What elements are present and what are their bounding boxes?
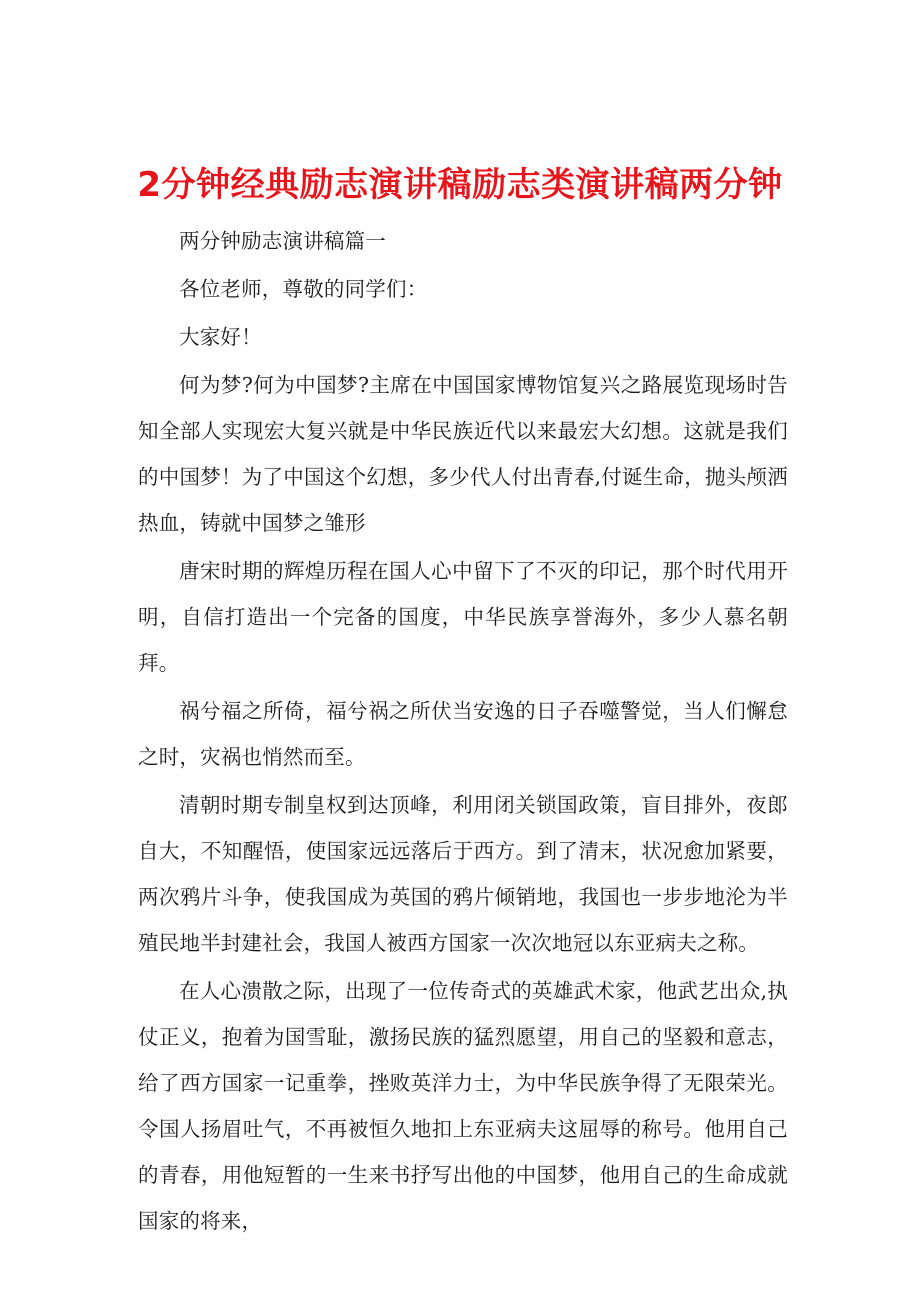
paragraph: 在人心溃散之际，出现了一位传奇式的英雄武术家，他武艺出众,执仗正义，抱着为国雪耻，激扬民族的猛烈愿望，用自己的坚毅和意志，给了西方国家一记重拳，挫败英洋力士，为中华民族争得了无限荣光。令国人扬眉吐气，不再被恒久地扣上东亚病夫这屈辱的称号。他用自己的青春，用他短暂的一生来书抒写出他的中国梦，他用自己的生命成就国家的将来， (138, 979, 788, 1233)
greeting: 大家好！ (179, 325, 262, 349)
section-heading: 两分钟励志演讲稿篇一 (179, 229, 386, 253)
paragraph: 何为梦?何为中国梦?主席在中国国家博物馆复兴之路展览现场时告知全部人实现宏大复兴就是中华民族近代以来最宏大幻想。这就是我们的中国梦！为了中国这个幻想，多少代人付出青春,付诞生命，抛头颅洒热血，铸就中国梦之雏形 (138, 373, 788, 535)
document-body (138, 218, 788, 1246)
salutation: 各位老师，尊敬的同学们： (179, 277, 428, 301)
paragraph: 唐宋时期的辉煌历程在国人心中留下了不灭的印记，那个时代用开明，自信打造出一个完备的国度，中华民族享誉海外，多少人慕名朝拜。 (138, 559, 788, 675)
paragraph: 祸兮福之所倚，福兮祸之所伏当安逸的日子吞噬警觉，当人们懈怠之时，灾祸也悄然而至。 (138, 699, 788, 769)
paragraph: 清朝时期专制皇权到达顶峰，利用闭关锁国政策，盲目排外，夜郎自大，不知醒悟，使国家远远落后于西方。到了清末，状况愈加紧要，两次鸦片斗争，使我国成为英国的鸦片倾销地，我国也一步步地沦为半殖民地半封建社会，我国人被西方国家一次次地冠以东亚病夫之称。 (138, 793, 788, 955)
document-title: 2分钟经典励志演讲稿励志类演讲稿两分钟 (137, 164, 783, 205)
